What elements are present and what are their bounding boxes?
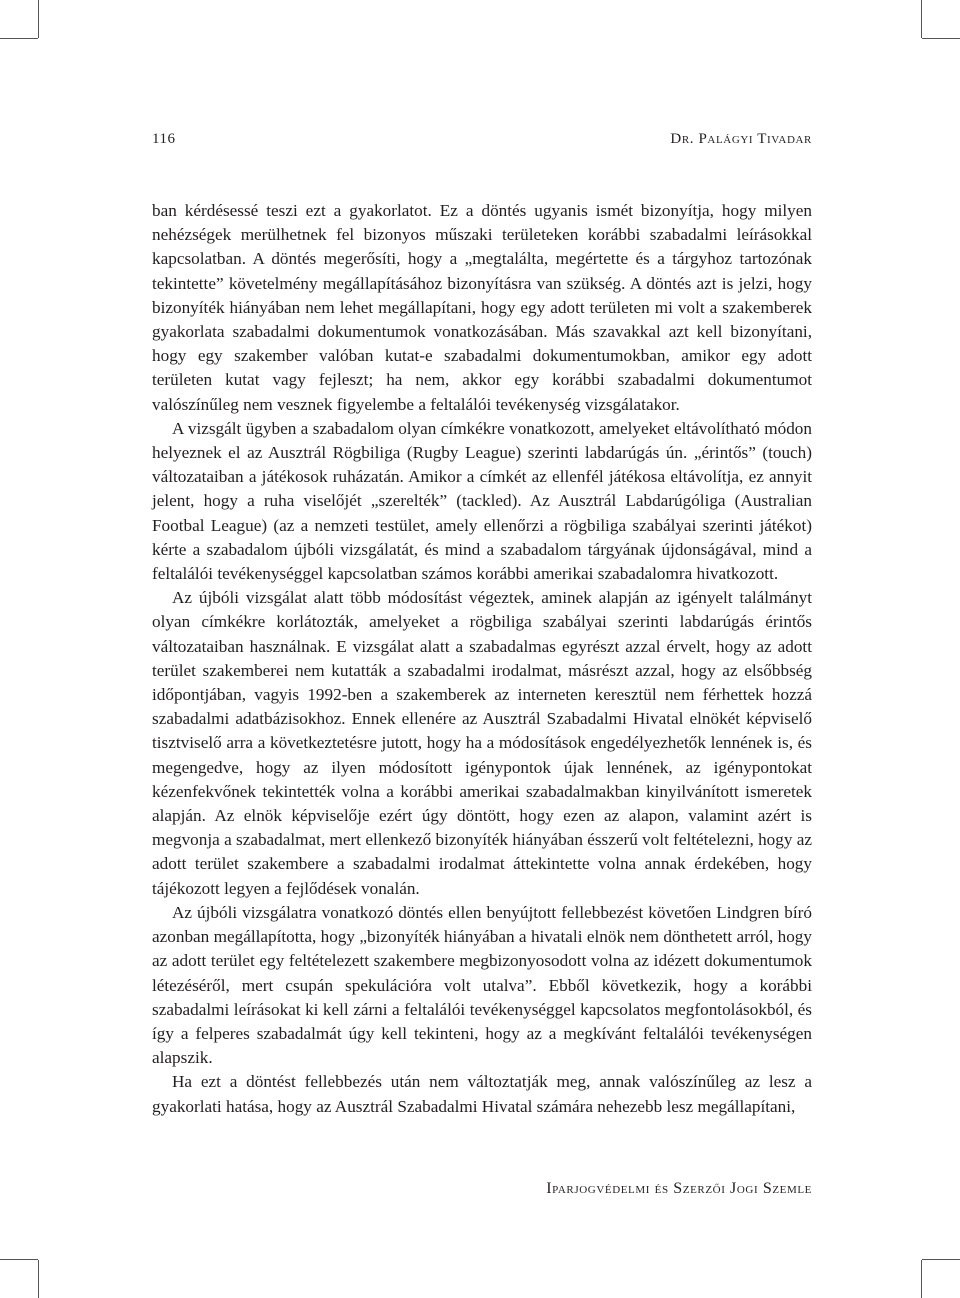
crop-mark: [38, 1260, 39, 1298]
running-head-author: Dr. Palágyi Tivadar: [670, 131, 812, 147]
paragraph: Az újbóli vizsgálat alatt több módosítást végeztek, aminek alapján az igényelt találmányt olyan címkékre korlátozták, amelyeket a rögbiliga szabályai szerinti labdarúgás érintős változataiban használnak. E vizsgálat alatt a szabadalmas egyrészt azzal érvelt, hogy az adott terület szakemberei nem kutatták a szabadalmi irodalmat, másrészt azzal, hogy az elsőbbség időpontjában, vagyis 1992-ben a szakemberek az interneten keresztül nem férhettek hozzá szabadalmi adatbázisokhoz. Ennek ellenére az Ausztrál Szabadalmi Hivatal elnökét képviselő tisztviselő arra a következtetésre jutott, hogy ha a módosítások engedélyezhetők lennének is, és megengedve, hogy az ilyen módosított igénypontok újak lennének, az igénypontokat kézenfekvőnek tekintették volna a korábbi amerikai szabadalmakban kinyilvánított ismeretek alapján. Az elnök képviselője ezért úgy döntött, hogy ezen az alapon, valamint azért is megvonja a szabadalmat, mert ellenkező bizonyíték hiányában ésszerű volt feltételezni, hogy az adott terület szakembere a szabadalmi irodalmat áttekintette volna annak érdekében, hogy tájékozott legyen a fejlődések vonalán.: [152, 588, 813, 898]
journal-title: Iparjogvédelmi és Szerzői Jogi Szemle: [546, 1180, 812, 1197]
crop-mark: [38, 0, 39, 38]
page-number: 116: [152, 131, 176, 147]
body-text: [152, 199, 812, 1119]
crop-mark: [0, 1259, 38, 1260]
paragraph: ban kérdésessé teszi ezt a gyakorlatot. Ez a döntés ugyanis ismét bizonyítja, hogy milyen nehézségek merülhetnek fel bizonyos műszaki területeken korábbi szabadalmi leírásokkal kapcsolatban. A döntés megerősíti, hogy a „megtalálta, megértette és a tárgyhoz tartozónak tekintette” követelmény megállapításához bizonyításra van szükség. A döntés azt is jelzi, hogy bizonyíték hiányában nem lehet megállapítani, hogy egy adott területen mi volt a szakemberek gyakorlata szabadalmi dokumentumok vonatkozásában. Más szavakkal azt kell bizonyítani, hogy egy szakember valóban kutat-e szabadalmi dokumentumokban, amikor egy adott területen kutat vagy fejleszt; ha nem, akkor egy korábbi szabadalmi dokumentumot valószínűleg nem vesznek figyelembe a feltalálói tevékenység vizsgálatakor.: [152, 201, 812, 414]
paragraph: A vizsgált ügyben a szabadalom olyan címkékre vonatkozott, amelyeket eltávolítható módon helyeznek el az Ausztrál Rögbiliga (Rugby League) szerinti labdarúgás ún. „érintős” (touch) változataiban a játékosok ruházatán. Amikor a címkét az ellenfél játékosa eltávolítja, ez annyit jelent, hogy a ruha viselőjét „szerelték” (tackled). Az Ausztrál Labdarúgóliga (Australian Footbal League) (az a nemzeti testület, amely ellenőrzi a rögbiliga szabályai szerinti játékot) kérte a szabadalom újbóli vizsgálatát, és mind a szabadalom tárgyának újdonságával, mind a feltalálói tevékenységgel kapcsolatban számos korábbi amerikai szabadalomra hivatkozott.: [152, 418, 812, 584]
crop-mark: [922, 38, 960, 39]
paragraph: Ha ezt a döntést fellebbezés után nem változtatják meg, annak valószínűleg az lesz a gyakorlati hatása, hogy az Ausztrál Szabadalmi Hivatal számára nehezebb lesz megállapítani,: [152, 1072, 812, 1116]
paragraph: Az újbóli vizsgálatra vonatkozó döntés ellen benyújtott fellebbezést követően Lindgren bíró azonban megállapította, hogy „bizonyíték hiányában a hivatali elnök nem dönthetett arról, hogy az adott terület egy feltételezett szakembere megbizonyosodott volna az idézett dokumentumok létezéséről, mert csupán spekulációra volt utalva”. Ebből következik, hogy a korábbi szabadalmi leírásokat ki kell zárni a feltalálói tevékenységgel kapcsolatos megfontolásokból, és így a felperes szabadalmát úgy kell tekinteni, hogy az a megkívánt feltalálói tevékenységen alapszik.: [152, 902, 812, 1068]
crop-mark: [921, 0, 922, 38]
crop-mark: [921, 1260, 922, 1298]
crop-mark: [922, 1259, 960, 1260]
crop-mark: [0, 38, 38, 39]
